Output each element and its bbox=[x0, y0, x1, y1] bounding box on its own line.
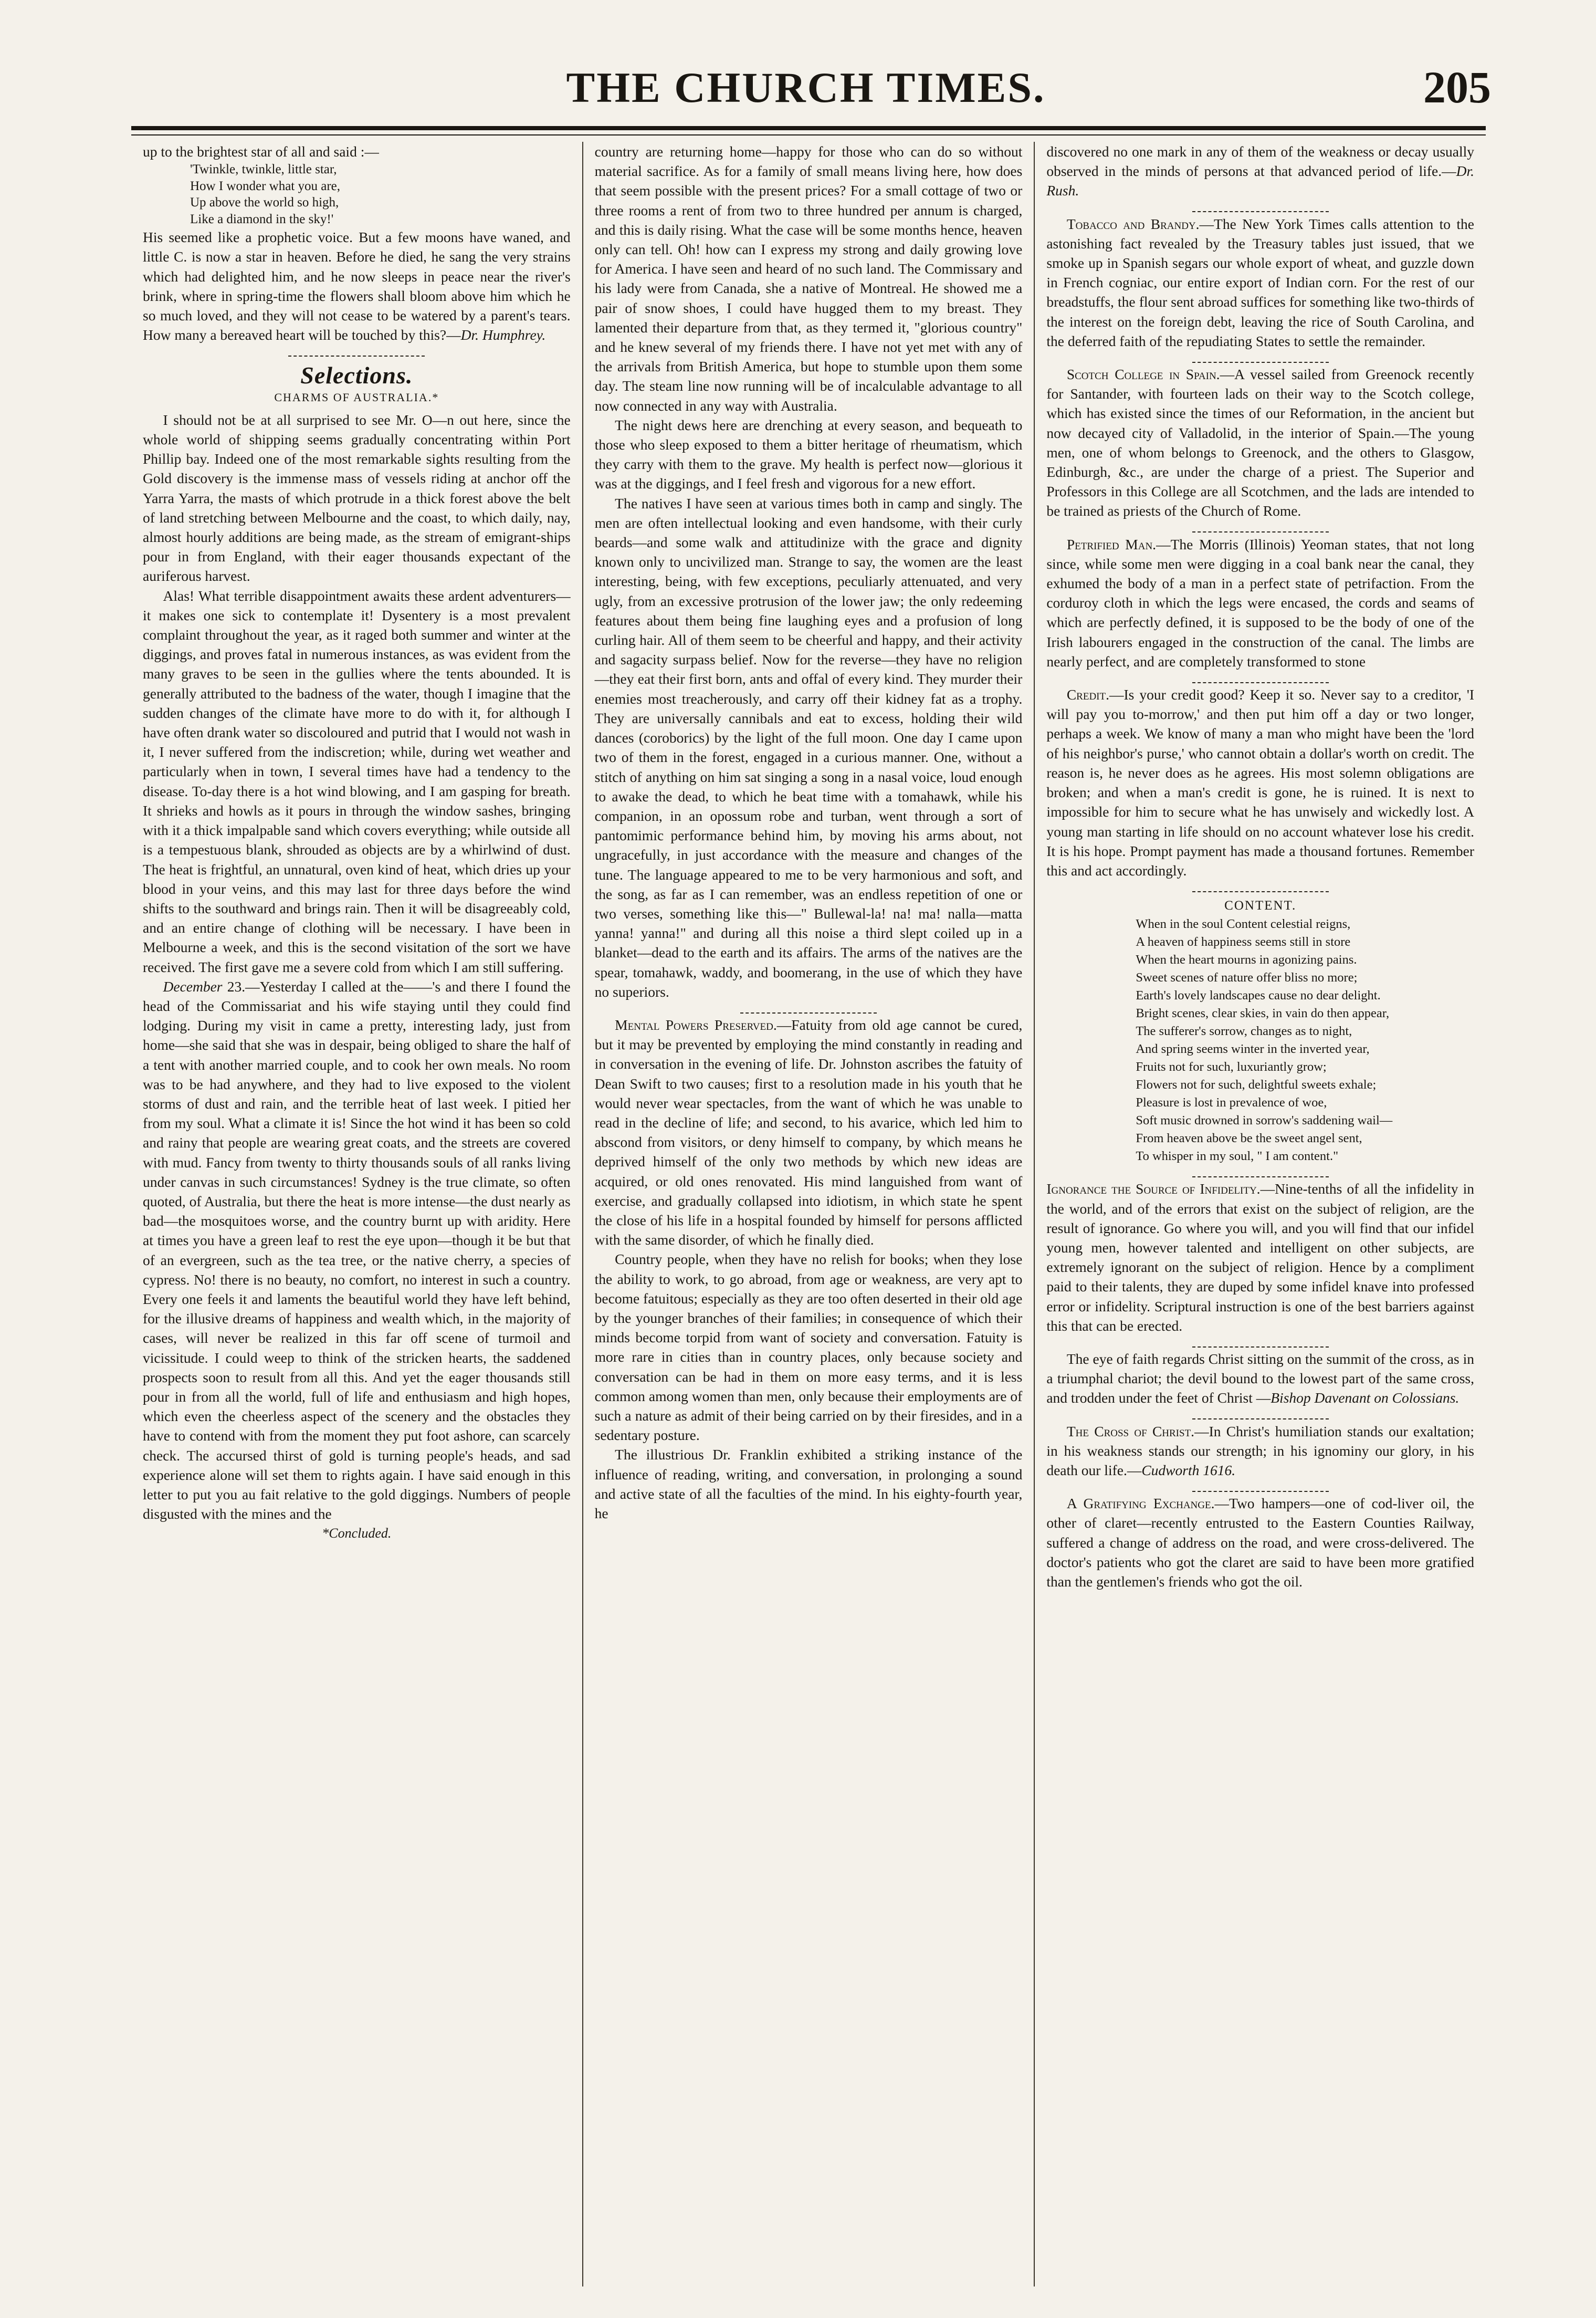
masthead-rule bbox=[131, 126, 1486, 130]
paragraph: The illustrious Dr. Franklin exhibited a striking instance of the influence of reading, writing, and conversation, in prolonging a sound and active state of all the faculties of the mind. In his eighty-fourth year, he bbox=[594, 1446, 1023, 1522]
item-heading: Scotch College in Spain. bbox=[1066, 366, 1220, 383]
paragraph-text: His seemed like a prophetic voice. But a few moons have waned, and little C. is now a star in heaven. Before he died, he sang the very strains which had delighted him, and he now sleeps in peace near the river's brink, where in spring-time the flowers shall bloom above him which he so much loved, and they will not cease to be watered by a parent's tears. How many a bereaved heart will be touched by this?— bbox=[143, 229, 571, 343]
paragraph: country are returning home—happy for those who can do so without material sacrifice. As for a family of small means living here, how does that seem possible with the present prices? For a small cottage of two or three rooms a rent of from two to three hundred per annum is charged, and this is daily rising. What the case will be some months hence, heaven only can tell. Oh! how can I express my strong and daily growing love for America. I have seen and heard of no such land. The Commissary and his lady were from Canada, she a native of Montreal. He showed me a pair of snow shoes, I could have hugged them to my breast. They lamented their departure from that, as they termed it, "glorious country" and he knew several of my friends there. I have not yet met with any of the arrivals from British America, but hope to stumble upon them some day. The steam line now running will be of incalculable advantage to all now connected in any way with Australia. bbox=[594, 143, 1023, 414]
poem-line: When in the soul Content celestial reigns, bbox=[1136, 917, 1351, 932]
masthead bbox=[121, 0, 1491, 131]
paragraph-text: The eye of faith regards Christ sitting on the summit of the cross, as in a triumphal chariot; the devil bound to the lowest part of the same cross, and trodden under the feet of Christ — bbox=[1046, 1350, 1475, 1406]
paragraph bbox=[1046, 364, 1474, 521]
paragraph bbox=[1046, 685, 1474, 880]
item-heading: Mental Powers Preserved. bbox=[615, 1016, 777, 1033]
poem-title: CONTENT. bbox=[1224, 899, 1297, 913]
poem-line: When the heart mourns in agonizing pains. bbox=[1136, 953, 1357, 967]
item-heading: Ignorance the Source of Infidelity. bbox=[1046, 1181, 1261, 1197]
separator-rule bbox=[595, 1001, 1023, 1015]
masthead-rule-thin bbox=[131, 134, 1486, 135]
separator-rule bbox=[1046, 521, 1474, 535]
concluded-note: *Concluded. bbox=[322, 1526, 392, 1541]
attribution: Bishop Davenant on Colossians. bbox=[1270, 1390, 1460, 1406]
poem-line: Bright scenes, clear skies, in vain do then appear, bbox=[1136, 1006, 1390, 1021]
content-poem bbox=[1136, 915, 1474, 1165]
attribution: Dr. Rush. bbox=[1046, 163, 1475, 199]
paragraph-text: —A vessel sailed from Greenock recently for Santander, with fourteen lads on their way to the Scotch college, which has existed since the times of our Reformation, in the ancient but now decayed city of Valladolid, in the interior of Spain.—The young men, one of whom belongs to Greenock, and the others to Glasgow, Edinburgh, &c., are under the charge of a priest. The Superior and Professors in this College are all Scotchmen, and the lads are intended to be trained as priests of the Church of Rome. bbox=[1046, 366, 1475, 519]
separator-rule bbox=[1046, 1408, 1474, 1422]
paragraph: The natives I have seen at various times both in camp and singly. The men are often intellectual looking and even handsome, with their curly beards—and some walk and attitudinize with the grace and dignity known only to uncivilized man. Strange to say, the women are the least interesting, being, with few exceptions, peculiarly attenuated, and very ugly, from an excessive protrusion of the lower jaw; the only redeeming features about them being fine laughing eyes and a profusion of long curling hair. All of them seem to be cheerful and happy, and their activity and sagacity surpass belief. Now for the reverse—they have no religion—they eat their first born, ants and offal of every kind. They murder their enemies most treacherously, and carry off their kidney fat as a trophy. They are universally cannibals and eat to excess, holding their wild dances (coroborics) by the light of the full moon. One day I came upon two of them in the forest, engaged in a curious manner. One, without a stitch of anything on him sat singing a song in a nasal voice, loud enough to awake the dead, to which he beat time with a tomahawk, while his companion, in an opossum robe and turban, went through a sort of pantomimic performance behind him, by moving his arms about, not ungracefully, in just accordance with the measure and changes of the tune. The language appeared to me to be very harmonious and soft, and the song, as far as I can remember, was an endless repetition of one or two verses, something like this—" Bullewal-la! na! ma! nalla—matta yanna! yanna!" and during all this noise a third slept coiled up in a blanket—dead to the earth and its affairs. The arms of the natives are the spear, tomahawk, waddy, and boomerang, in the use of which they have no superiors. bbox=[594, 495, 1023, 1000]
separator-rule bbox=[1046, 1480, 1474, 1494]
paragraph bbox=[143, 227, 571, 344]
poem-line: Soft music drowned in sorrow's saddening wail— bbox=[1136, 1113, 1393, 1128]
poem-line: From heaven above be the sweet angel sent, bbox=[1136, 1131, 1362, 1146]
paragraph-text: —Fatuity from old age cannot be cured, but it may be prevented by employing the mind constantly in reading and in conversation in the evening of life. Dr. Johnston ascribes the fatuity of Dean Swift to two causes; first to a resolution made in his youth that he would never wear spectacles, from the want of which he was unable to read in the decline of life; and second, to his avarice, which led him to abscond from visitors, or deny himself to company, by which means he deprived himself of the only two methods by which new ideas are acquired, or old ones renovated. His mind languished from want of exercise, and gradually collapsed into idiotism, in which state he spent the close of his life in a hospital founded by himself for persons afflicted with the same disorder, of which he finally died. bbox=[594, 1016, 1023, 1248]
paragraph-text: discovered no one mark in any of them of the weakness or decay usually observed in the minds of persons at that advanced period of life.— bbox=[1046, 143, 1475, 180]
paragraph bbox=[143, 977, 571, 1524]
poem-line: To whisper in my soul, " I am content." bbox=[1136, 1149, 1339, 1164]
paragraph: The night dews here are drenching at every season, and bequeath to those who sleep exposed to them a bitter heritage of rheumatism, which they carry with them to the grave. My health is perfect now—glorious it was at the diggings, and I feel fresh and vigorous for a new effort. bbox=[594, 416, 1023, 492]
attribution: Dr. Humphrey. bbox=[460, 327, 546, 343]
paragraph bbox=[1046, 535, 1474, 671]
separator-rule bbox=[1046, 201, 1474, 214]
paragraph-text: —Two hampers—one of cod-liver oil, the other of claret—recently entrusted to the Eastern Counties Railway, suffered a change of address on the road, and were cross-delivered. The doctor's patients who got the claret are said to have been more gratified than the gentlemen's friends who got the oil. bbox=[1046, 1495, 1475, 1590]
paragraph bbox=[595, 1015, 1023, 1249]
paragraph-text: —In Christ's humiliation stands our exaltation; in his weakness stands our strength; in his ignominy our glory, in his death our life.— bbox=[1046, 1423, 1475, 1478]
item-heading: The Cross of Christ. bbox=[1066, 1423, 1195, 1439]
paragraph bbox=[1046, 142, 1474, 201]
separator-rule bbox=[1046, 351, 1474, 364]
separator-rule bbox=[1046, 880, 1474, 894]
poem-line: Earth's lovely landscapes cause no dear delight. bbox=[1136, 988, 1381, 1003]
separator-rule bbox=[1046, 671, 1474, 685]
poem-line: The sufferer's sorrow, changes as to night, bbox=[1136, 1024, 1352, 1039]
column-3 bbox=[1034, 142, 1486, 2286]
item-heading: Petrified Man. bbox=[1066, 536, 1157, 552]
paragraph: I should not be at all surprised to see Mr. O—n out here, since the whole world of shipping seems gradually concentrating within Port Phillip bay. Indeed one of the most remarkable sights resulting from the Gold discovery is the immense mass of vessels riding at anchor off the Yarra Yarra, the masts of which protrude in a thick forest above the belt of land stretching between Melbourne and the coast, to which daily, nay, almost hourly additions are being made, as the stream of emigrant-ships pour in from England, with their eager thousands expectant of the auriferous harvest. bbox=[143, 411, 571, 584]
paragraph bbox=[1046, 1179, 1474, 1335]
poem-line: 'Twinkle, twinkle, little star, bbox=[190, 162, 337, 177]
poem-line: Up above the world so high, bbox=[190, 195, 339, 210]
page-number: 205 bbox=[1423, 62, 1491, 112]
attribution: Cudworth 1616. bbox=[1141, 1461, 1236, 1478]
twinkle-poem bbox=[190, 161, 571, 227]
article-title: CHARMS OF AUSTRALIA.* bbox=[274, 390, 439, 404]
poem-line: Flowers not for such, delightful sweets exhale; bbox=[1136, 1078, 1377, 1092]
poem-line: And spring seems winter in the inverted year, bbox=[1136, 1042, 1370, 1057]
paragraph-text: —Nine-tenths of all the infidelity in the world, and of the errors that exist on the subject of religion, are the result of ignorance. Go where you will, and you will find that our infidel young men, however talented and intelligent on other subjects, are extremely ignorant on the subject of religion. Hence by a compliment paid to their talents, they are duped by some infidel knave into professed error or infidelity. Scriptural instruction is one of the best barriers against this that can be erected. bbox=[1046, 1181, 1475, 1334]
item-heading: Credit. bbox=[1066, 686, 1109, 703]
poem-line: A heaven of happiness seems still in store bbox=[1136, 935, 1351, 949]
poem-line: Pleasure is lost in prevalence of woe, bbox=[1136, 1095, 1327, 1110]
column-1 bbox=[131, 142, 582, 2286]
separator-rule bbox=[1046, 1165, 1474, 1179]
separator-rule bbox=[1046, 1335, 1474, 1349]
column-2 bbox=[582, 142, 1034, 2286]
paragraph-text: —The Morris (Illinois) Yeoman states, that not long since, while some men were digging in a coal bank near the canal, they exhumed the body of a man in a perfect state of petrifaction. From the corduroy cloth in which the legs were encased, the cords and seams of which are perfectly defined, it is supposed to be the body of one of the Irish labourers engaged in the construction of the canal. The limbs are nearly perfect, and are completely transformed to stone bbox=[1046, 536, 1475, 670]
paragraph-text: —Is your credit good? Keep it so. Never say to a creditor, 'I will pay you to-morrow,' and then put him off a day or two longer, perhaps a week. We know of many a man who might have been the 'lord of his neighbor's purse,' who cannot obtain a dollar's worth on credit. The reason is, he never does as he agrees. His most solemn obligations are broken; and when a man's credit is gone, he is ruined. It is next to impossible for him to secure what he has unwisely and wickedly lost. A young man starting in life should on no account whatever lose his credit. It is his hope. Prompt payment has made a thousand fortunes. Remember this and act accordingly. bbox=[1046, 686, 1475, 879]
paragraph: Alas! What terrible disappointment awaits these ardent adventurers—it makes one sick to contemplate it! Dysentery is a most prevalent complaint throughout the year, as it raged both summer and winter at the diggings, and proves fatal in numerous instances, as was evident from the many graves to be seen in the gullies where the tents abounded. It is generally attributed to the badness of the water, though I imagine that the sudden changes of the climate have more to do with it, for although I have often drank water so discoloured and putrid that I would not wash in it, I never suffered from the indiscretion; while, during wet weather and particularly when in town, I several times have had a tendency to the disease. To-day there is a hot wind blowing, and I am gasping for breath. It shrieks and howls as it pours in through the window sashes, bringing with it a thick impalpable sand which covers everything; while outside all is a tempestuous blank, shrouded as objects are by a whirlwind of dust. The heat is frightful, an unnatural, oven kind of heat, which dries up your blood in your veins, and this may last for three days before the wind shifts to the southward and brings rain. Then it will be disagreeably cold, and an entire change of clothing will be necessary. I have been in Melbourne a week, and this is the second visitation of the sort we have received. The first gave me a severe cold from which I am still suffering. bbox=[143, 587, 571, 975]
poem-line: Sweet scenes of nature offer bliss no more; bbox=[1136, 970, 1358, 985]
paragraph-text: 23.—Yesterday I called at the——'s and there I found the head of the Commissariat and his wife staying until they could find lodging. During my visit in came a pretty, interesting lady, just from home—she said that she was in despair, being obliged to share the half of a tent with another married couple, and to cook her own meals. No room was to be had anywhere, and they had to live exposed to the violent storms of dust and rain, and the terrible heat of last week. I pitied her from my soul. What a climate it is! Since the hot wind it has been so cold and rainy that people are wearing great coats, and the streets are covered with mud. Fancy from twenty to thirty thousands souls of all ranks living under canvas in such circumstances! Sydney is the true climate, so often quoted, of Australia, but there the heat is more intense—the dust nearly as bad—the mosquitoes worse, and the country burnt up with aridity. Here at times you have a green leaf to rest the eye upon—though it be but that of an evergreen, such as the tea tree, or the native cherry, a species of cypress. No! there is no beauty, no comfort, no interest in such a country. Every one feels it and laments the beautiful world they have left behind, for the illusive dreams of happiness and wealth which, in the majority of cases, will never be realized in this far off scene of turmoil and vicissitude. I could weep to think of the stricken hearts, the saddened prospects soon to result from all this. And yet the eager thousands still pour in from all the world, full of life and enthusiasm and high hopes, which even the cheerless aspect of the scenery and the obstacles they have to contend with from the moment they put foot ashore, can scarcely check. The accursed thirst of gold is turning people's heads, and sad experience alone will set them to rights again. I have said enough in this letter to put you au fait relative to the gold diggings. Numbers of people disgusted with the mines and the bbox=[143, 978, 571, 1522]
separator-rule bbox=[143, 344, 571, 358]
paragraph bbox=[1046, 1494, 1474, 1591]
date-label: December bbox=[163, 978, 223, 995]
paragraph bbox=[1046, 1422, 1474, 1480]
poem-intro: up to the brightest star of all and said :— bbox=[143, 143, 379, 160]
section-title: Selections. bbox=[300, 362, 413, 389]
paragraph: Country people, when they have no relish for books; when they lose the ability to work, to go abroad, from age or weakness, are very apt to become fatuitous; especially as they are too often deserted in their old age by the younger branches of their families; in consequence of which their minds become torpid from want of society and conversation. Fatuity is more rare in cities than in country places, only because society and conversation can be had in them on more easy terms, and it is less common among women than men, only because their employments are of such a nature as admit of their being carried on by their firesides, and in a sedentary posture. bbox=[594, 1251, 1023, 1444]
paragraph bbox=[1046, 214, 1474, 351]
poem-line: Like a diamond in the sky!' bbox=[190, 212, 334, 226]
poem-line: How I wonder what you are, bbox=[190, 179, 341, 193]
article-columns bbox=[131, 142, 1486, 2286]
paragraph bbox=[1046, 1349, 1474, 1408]
item-heading: Tobacco and Brandy. bbox=[1066, 215, 1200, 232]
item-heading: A Gratifying Exchange. bbox=[1066, 1495, 1215, 1512]
poem-line: Fruits not for such, luxuriantly grow; bbox=[1136, 1060, 1327, 1074]
paragraph-text: —The New York Times calls attention to the astonishing fact revealed by the Treasury tables just issued, that we smoke up in Spanish segars our whole export of wheat, and guzzle down in French cogniac, our entire export of Indian corn. For the rest of our breadstuffs, the flour sent abroad suffices for something like two-thirds of the interest on the foreign debt, leaving the rice of South Carolina, and the deferred faith of the repudiating States to settle the remainder. bbox=[1046, 215, 1475, 349]
newspaper-title: THE CHURCH TIMES. bbox=[566, 64, 1046, 111]
